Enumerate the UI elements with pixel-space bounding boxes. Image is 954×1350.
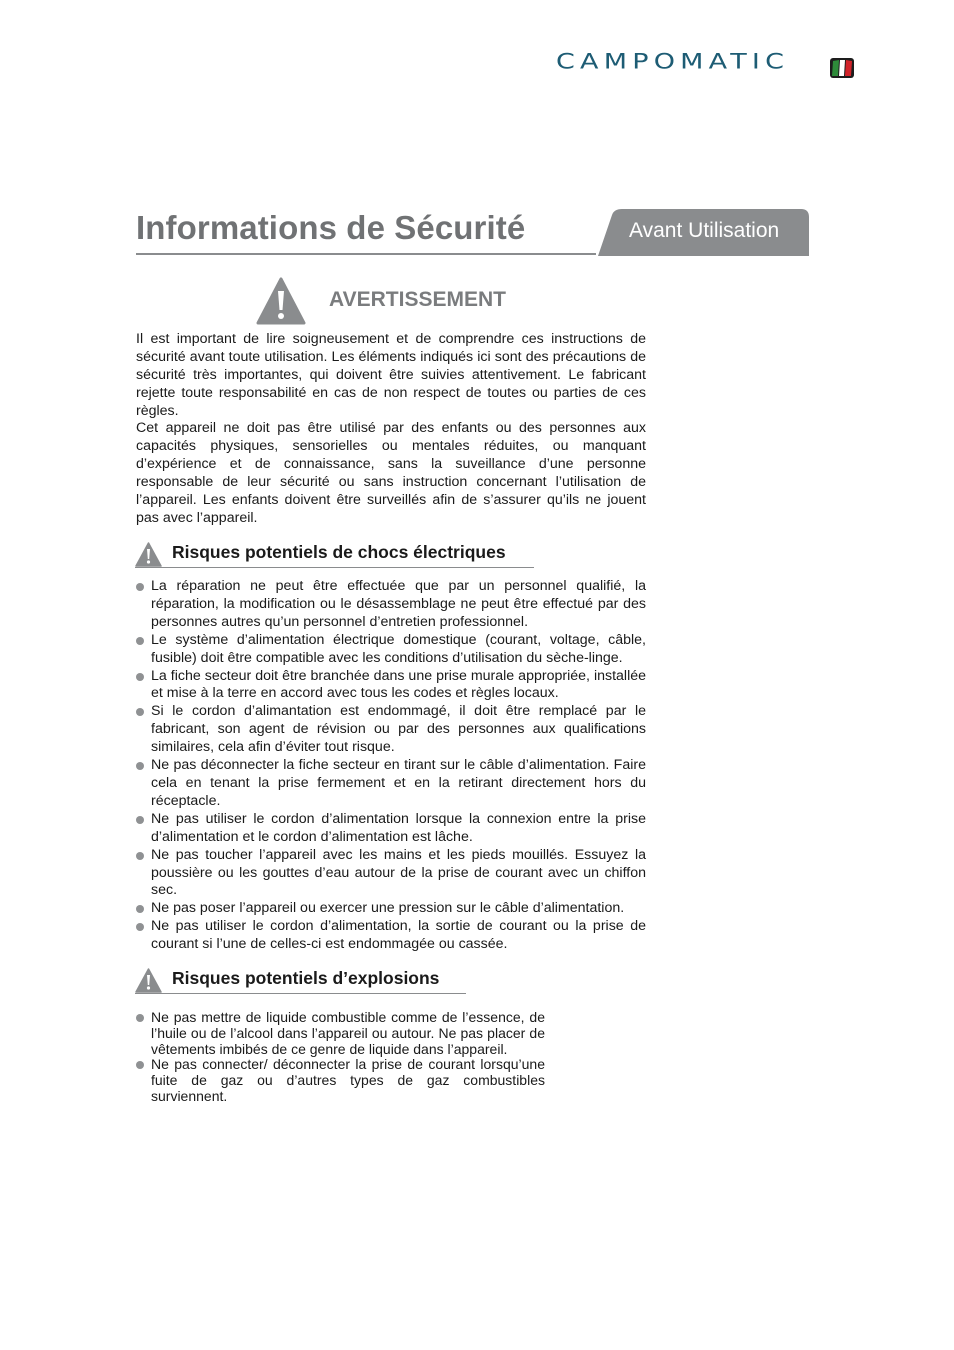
list-item: Ne pas utiliser le cordon d’alimentation lorsque la connexion entre la prise d’alimentation et le cordon d’alimentation est lâche. (136, 811, 646, 847)
warning-heading: AVERTISSEMENT (329, 288, 506, 311)
list-item: Ne pas poser l’appareil ou exercer une pression sur le câble d’alimentation. (136, 900, 646, 918)
list-item: Si le cordon d’alimantation est endommagé, il doit être remplacé par le fabricant, son agent de révision ou par des personnes aux qualifications similaires, cela afin d’éviter tout risque. (136, 703, 646, 757)
list-item: Ne pas toucher l’appareil avec les mains et les pieds mouillés. Essuyez la poussière ou les gouttes d’eau autour de la prise de courant avec un chiffon sec. (136, 847, 646, 901)
list-item: Ne pas connecter/ déconnecter la prise de courant lorsqu’une fuite de gaz ou d’autres types de gaz combustibles surviennent. (136, 1057, 545, 1104)
shock-risk-list (136, 578, 646, 954)
italian-flag-icon (829, 57, 855, 79)
page-title: Informations de Sécurité (136, 209, 526, 246)
section-title: Risques potentiels de chocs électriques (172, 542, 506, 562)
section-title: Risques potentiels d’explosions (172, 968, 440, 988)
warning-paragraph: Il est important de lire soigneusement et de comprendre ces instructions de sécurité avant toute utilisation. Les éléments indiqués ici sont des précautions de sécurité très importantes, qui doivent être suivies attentivement. Le fabricant rejette toute responsabilité en cas de non respect de toutes ou parties de ces règles. (136, 331, 646, 419)
warning-triangle-icon (256, 277, 306, 325)
warning-triangle-icon (135, 542, 162, 567)
list-item: Ne pas déconnecter la fiche secteur en tirant sur le câble d’alimentation. Faire cela en tenant la prise fermement et en la retirant directement hors du réceptacle. (136, 757, 646, 811)
section-tab-label: Avant Utilisation (629, 219, 780, 242)
brand-name: CAMPOMATIC (556, 50, 790, 75)
section-divider (135, 993, 466, 994)
title-divider (136, 253, 596, 255)
list-item: Ne pas utiliser le cordon d’alimentation, la sortie de courant ou la prise de courant si l’une de celles-ci est endommagée ou cassée. (136, 918, 646, 954)
list-item: Ne pas mettre de liquide combustible comme de l’essence, de l’huile ou de l’alcool dans l’appareil ou autour. Ne pas placer de vêtements imbibés de ce genre de liquide dans l’appareil. (136, 1010, 545, 1057)
list-item: Le système d’alimentation électrique domestique (courant, voltage, câble, fusible) doit être compatible avec les conditions d’utilisation du sèche-linge. (136, 632, 646, 668)
section-divider (135, 567, 534, 568)
brand-logo (556, 50, 860, 82)
warning-paragraph: Cet appareil ne doit pas être utilisé par des enfants ou des personnes aux capacités physiques, sensorielles ou mentales réduites, ou manquant d’expérience et de connaissance, sans la suveillance d’une personne responsable de leur sécurité ou sans instruction concernant l’utilisation de l’appareil. Les enfants doivent être surveillés afin de s’assurer qu’ils ne jouent pas avec l’appareil. (136, 420, 646, 526)
list-item: La réparation ne peut être effectuée que par un personnel qualifié, la réparation, la modification ou le désassemblage ne peut être effectué par des personnes autres qu’un personnel d’entretien professionnel. (136, 578, 646, 632)
explosion-risk-list (136, 1010, 545, 1105)
warning-triangle-icon (135, 968, 162, 993)
list-item: La fiche secteur doit être branchée dans une prise murale appropriée, installée et mise à la terre en accord avec tous les codes et règles locaux. (136, 668, 646, 704)
